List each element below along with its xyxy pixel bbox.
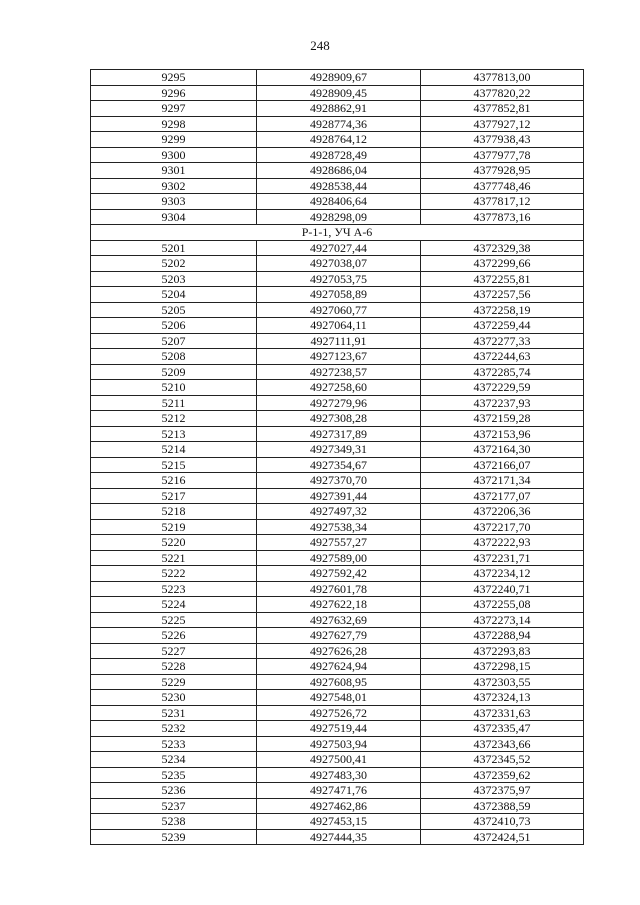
x-coordinate-cell: 4927354,67: [257, 457, 421, 473]
table-row: [91, 116, 584, 132]
section-heading: Р-1-1, УЧ А-6: [91, 225, 584, 241]
table-row: [91, 659, 584, 675]
y-coordinate-cell: 4372255,81: [421, 271, 584, 287]
point-number-cell: 9303: [91, 194, 257, 210]
x-coordinate-cell: 4927622,18: [257, 597, 421, 613]
x-coordinate-cell: 4928909,67: [257, 70, 421, 86]
point-number-cell: 9298: [91, 116, 257, 132]
point-number-cell: 5237: [91, 798, 257, 814]
y-coordinate-cell: 4377938,43: [421, 132, 584, 148]
y-coordinate-cell: 4372329,38: [421, 240, 584, 256]
y-coordinate-cell: 4377813,00: [421, 70, 584, 86]
x-coordinate-cell: 4928774,36: [257, 116, 421, 132]
table-row: [91, 457, 584, 473]
y-coordinate-cell: 4372293,83: [421, 643, 584, 659]
y-coordinate-cell: 4377928,95: [421, 163, 584, 179]
point-number-cell: 5234: [91, 752, 257, 768]
x-coordinate-cell: 4927238,57: [257, 364, 421, 380]
y-coordinate-cell: 4372410,73: [421, 814, 584, 830]
x-coordinate-cell: 4928406,64: [257, 194, 421, 210]
x-coordinate-cell: 4927608,95: [257, 674, 421, 690]
point-number-cell: 5213: [91, 426, 257, 442]
table-row: [91, 380, 584, 396]
table-row: [91, 194, 584, 210]
x-coordinate-cell: 4927444,35: [257, 829, 421, 845]
x-coordinate-cell: 4927624,94: [257, 659, 421, 675]
table-row: [91, 426, 584, 442]
table-row: [91, 287, 584, 303]
table-row: [91, 690, 584, 706]
table-row: [91, 767, 584, 783]
y-coordinate-cell: 4372277,33: [421, 333, 584, 349]
table-row: [91, 333, 584, 349]
point-number-cell: 5227: [91, 643, 257, 659]
point-number-cell: 5203: [91, 271, 257, 287]
point-number-cell: 9295: [91, 70, 257, 86]
coordinates-table: [90, 69, 584, 845]
y-coordinate-cell: 4377820,22: [421, 85, 584, 101]
x-coordinate-cell: 4927391,44: [257, 488, 421, 504]
x-coordinate-cell: 4928538,44: [257, 178, 421, 194]
point-number-cell: 5224: [91, 597, 257, 613]
x-coordinate-cell: 4927526,72: [257, 705, 421, 721]
table-row: [91, 411, 584, 427]
x-coordinate-cell: 4927626,28: [257, 643, 421, 659]
point-number-cell: 5205: [91, 302, 257, 318]
table-row: [91, 256, 584, 272]
point-number-cell: 5210: [91, 380, 257, 396]
x-coordinate-cell: 4927519,44: [257, 721, 421, 737]
point-number-cell: 9302: [91, 178, 257, 194]
table-row: [91, 721, 584, 737]
point-number-cell: 5217: [91, 488, 257, 504]
y-coordinate-cell: 4372345,52: [421, 752, 584, 768]
point-number-cell: 5214: [91, 442, 257, 458]
y-coordinate-cell: 4372258,19: [421, 302, 584, 318]
table-row: [91, 566, 584, 582]
y-coordinate-cell: 4377927,12: [421, 116, 584, 132]
point-number-cell: 5207: [91, 333, 257, 349]
point-number-cell: 5226: [91, 628, 257, 644]
table-row: [91, 349, 584, 365]
x-coordinate-cell: 4927462,86: [257, 798, 421, 814]
table-row: [91, 597, 584, 613]
y-coordinate-cell: 4372298,15: [421, 659, 584, 675]
point-number-cell: 5223: [91, 581, 257, 597]
y-coordinate-cell: 4372240,71: [421, 581, 584, 597]
point-number-cell: 5233: [91, 736, 257, 752]
table-row: [91, 395, 584, 411]
table-row: [91, 829, 584, 845]
x-coordinate-cell: 4927601,78: [257, 581, 421, 597]
y-coordinate-cell: 4372231,71: [421, 550, 584, 566]
table-row: [91, 798, 584, 814]
point-number-cell: 5211: [91, 395, 257, 411]
table-row: [91, 519, 584, 535]
table-row: [91, 736, 584, 752]
table-row: [91, 581, 584, 597]
y-coordinate-cell: 4372257,56: [421, 287, 584, 303]
section-heading-row: [91, 225, 584, 241]
y-coordinate-cell: 4372424,51: [421, 829, 584, 845]
table-row: [91, 147, 584, 163]
point-number-cell: 5202: [91, 256, 257, 272]
y-coordinate-cell: 4372153,96: [421, 426, 584, 442]
table-row: [91, 209, 584, 225]
table-row: [91, 473, 584, 489]
point-number-cell: 9300: [91, 147, 257, 163]
x-coordinate-cell: 4927349,31: [257, 442, 421, 458]
x-coordinate-cell: 4928686,04: [257, 163, 421, 179]
table-row: [91, 442, 584, 458]
x-coordinate-cell: 4927483,30: [257, 767, 421, 783]
x-coordinate-cell: 4927308,28: [257, 411, 421, 427]
x-coordinate-cell: 4927538,34: [257, 519, 421, 535]
y-coordinate-cell: 4372244,63: [421, 349, 584, 365]
point-number-cell: 5216: [91, 473, 257, 489]
x-coordinate-cell: 4927060,77: [257, 302, 421, 318]
y-coordinate-cell: 4372273,14: [421, 612, 584, 628]
x-coordinate-cell: 4927548,01: [257, 690, 421, 706]
table-row: [91, 302, 584, 318]
point-number-cell: 5220: [91, 535, 257, 551]
point-number-cell: 9301: [91, 163, 257, 179]
table-row: [91, 364, 584, 380]
x-coordinate-cell: 4927058,89: [257, 287, 421, 303]
table-row: [91, 705, 584, 721]
x-coordinate-cell: 4927453,15: [257, 814, 421, 830]
table-row: [91, 643, 584, 659]
x-coordinate-cell: 4927471,76: [257, 783, 421, 799]
y-coordinate-cell: 4372359,62: [421, 767, 584, 783]
x-coordinate-cell: 4927123,67: [257, 349, 421, 365]
table-row: [91, 535, 584, 551]
y-coordinate-cell: 4372259,44: [421, 318, 584, 334]
coordinates-table-body: [91, 70, 584, 845]
point-number-cell: 5231: [91, 705, 257, 721]
point-number-cell: 5204: [91, 287, 257, 303]
table-row: [91, 271, 584, 287]
point-number-cell: 5229: [91, 674, 257, 690]
y-coordinate-cell: 4372324,13: [421, 690, 584, 706]
y-coordinate-cell: 4372375,97: [421, 783, 584, 799]
table-row: [91, 318, 584, 334]
x-coordinate-cell: 4927317,89: [257, 426, 421, 442]
y-coordinate-cell: 4372237,93: [421, 395, 584, 411]
y-coordinate-cell: 4377977,78: [421, 147, 584, 163]
table-row: [91, 504, 584, 520]
table-row: [91, 612, 584, 628]
y-coordinate-cell: 4372331,63: [421, 705, 584, 721]
y-coordinate-cell: 4372177,07: [421, 488, 584, 504]
y-coordinate-cell: 4372288,94: [421, 628, 584, 644]
y-coordinate-cell: 4372343,66: [421, 736, 584, 752]
x-coordinate-cell: 4927503,94: [257, 736, 421, 752]
y-coordinate-cell: 4372217,70: [421, 519, 584, 535]
table-row: [91, 628, 584, 644]
y-coordinate-cell: 4377852,81: [421, 101, 584, 117]
point-number-cell: 5206: [91, 318, 257, 334]
table-row: [91, 163, 584, 179]
table-row: [91, 814, 584, 830]
point-number-cell: 5201: [91, 240, 257, 256]
x-coordinate-cell: 4927557,27: [257, 535, 421, 551]
point-number-cell: 5219: [91, 519, 257, 535]
y-coordinate-cell: 4372299,66: [421, 256, 584, 272]
y-coordinate-cell: 4372164,30: [421, 442, 584, 458]
y-coordinate-cell: 4372166,07: [421, 457, 584, 473]
x-coordinate-cell: 4927497,32: [257, 504, 421, 520]
y-coordinate-cell: 4372171,34: [421, 473, 584, 489]
x-coordinate-cell: 4927111,91: [257, 333, 421, 349]
x-coordinate-cell: 4927258,60: [257, 380, 421, 396]
x-coordinate-cell: 4927589,00: [257, 550, 421, 566]
point-number-cell: 5228: [91, 659, 257, 675]
point-number-cell: 9304: [91, 209, 257, 225]
page-number: 248: [310, 38, 330, 53]
x-coordinate-cell: 4927027,44: [257, 240, 421, 256]
y-coordinate-cell: 4372335,47: [421, 721, 584, 737]
y-coordinate-cell: 4372229,59: [421, 380, 584, 396]
point-number-cell: 9297: [91, 101, 257, 117]
x-coordinate-cell: 4927627,79: [257, 628, 421, 644]
table-row: [91, 85, 584, 101]
point-number-cell: 5209: [91, 364, 257, 380]
table-row: [91, 783, 584, 799]
point-number-cell: 5225: [91, 612, 257, 628]
y-coordinate-cell: 4372206,36: [421, 504, 584, 520]
point-number-cell: 5208: [91, 349, 257, 365]
x-coordinate-cell: 4927592,42: [257, 566, 421, 582]
x-coordinate-cell: 4927632,69: [257, 612, 421, 628]
point-number-cell: 5236: [91, 783, 257, 799]
table-row: [91, 178, 584, 194]
y-coordinate-cell: 4372255,08: [421, 597, 584, 613]
y-coordinate-cell: 4372234,12: [421, 566, 584, 582]
x-coordinate-cell: 4927064,11: [257, 318, 421, 334]
point-number-cell: 5232: [91, 721, 257, 737]
x-coordinate-cell: 4927279,96: [257, 395, 421, 411]
point-number-cell: 5235: [91, 767, 257, 783]
table-row: [91, 752, 584, 768]
table-row: [91, 240, 584, 256]
y-coordinate-cell: 4377748,46: [421, 178, 584, 194]
y-coordinate-cell: 4377817,12: [421, 194, 584, 210]
x-coordinate-cell: 4928909,45: [257, 85, 421, 101]
x-coordinate-cell: 4928764,12: [257, 132, 421, 148]
y-coordinate-cell: 4372388,59: [421, 798, 584, 814]
table-row: [91, 132, 584, 148]
point-number-cell: 9296: [91, 85, 257, 101]
point-number-cell: 5212: [91, 411, 257, 427]
x-coordinate-cell: 4927370,70: [257, 473, 421, 489]
table-row: [91, 70, 584, 86]
table-row: [91, 550, 584, 566]
point-number-cell: 5215: [91, 457, 257, 473]
point-number-cell: 5222: [91, 566, 257, 582]
y-coordinate-cell: 4372285,74: [421, 364, 584, 380]
x-coordinate-cell: 4927500,41: [257, 752, 421, 768]
x-coordinate-cell: 4928728,49: [257, 147, 421, 163]
table-row: [91, 101, 584, 117]
table-row: [91, 674, 584, 690]
x-coordinate-cell: 4927038,07: [257, 256, 421, 272]
y-coordinate-cell: 4377873,16: [421, 209, 584, 225]
point-number-cell: 5239: [91, 829, 257, 845]
point-number-cell: 9299: [91, 132, 257, 148]
point-number-cell: 5238: [91, 814, 257, 830]
y-coordinate-cell: 4372159,28: [421, 411, 584, 427]
table-row: [91, 488, 584, 504]
y-coordinate-cell: 4372222,93: [421, 535, 584, 551]
x-coordinate-cell: 4928862,91: [257, 101, 421, 117]
x-coordinate-cell: 4927053,75: [257, 271, 421, 287]
point-number-cell: 5230: [91, 690, 257, 706]
y-coordinate-cell: 4372303,55: [421, 674, 584, 690]
x-coordinate-cell: 4928298,09: [257, 209, 421, 225]
point-number-cell: 5221: [91, 550, 257, 566]
point-number-cell: 5218: [91, 504, 257, 520]
